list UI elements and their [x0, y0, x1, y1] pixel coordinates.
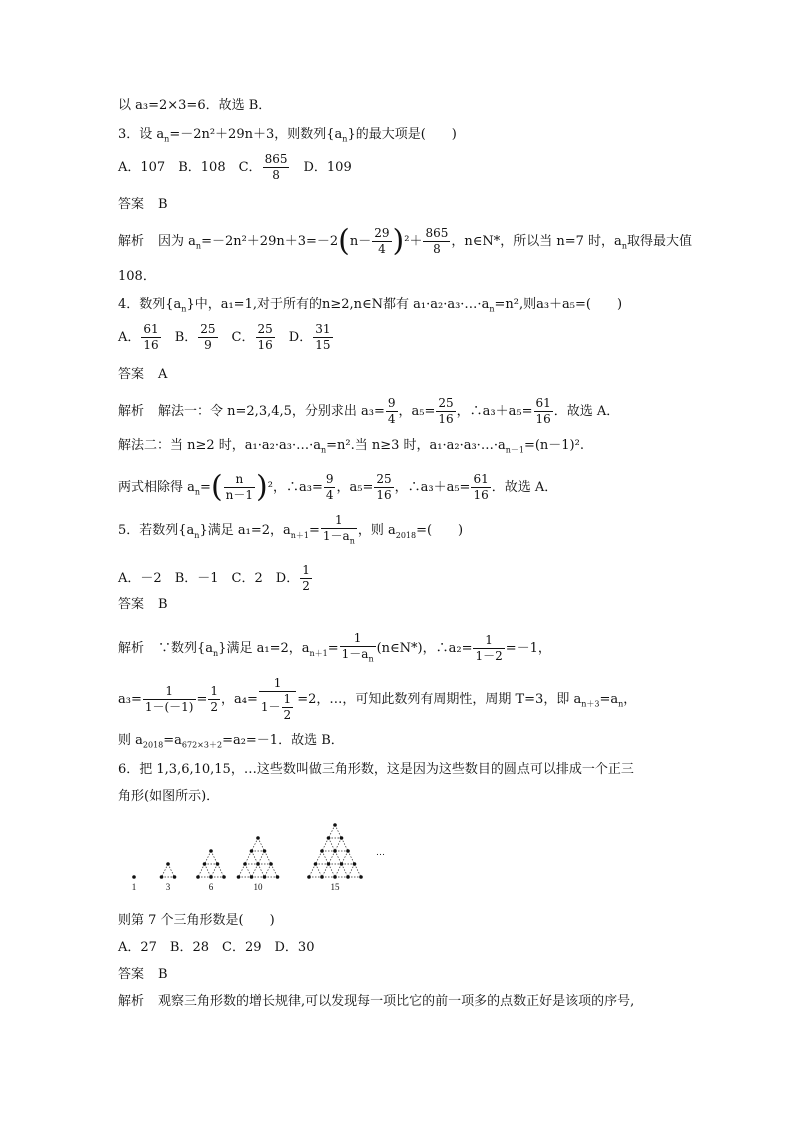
denominator: 2 [283, 708, 292, 722]
denominator: 16 [535, 412, 551, 426]
dot [327, 836, 331, 840]
answer-value: B [158, 597, 168, 612]
numerator: 865 [425, 226, 449, 240]
text: 则第 7 个三角形数是( ) [118, 913, 275, 928]
numerator: 25 [200, 322, 216, 336]
dot-link [335, 864, 342, 877]
option-c: C． [231, 330, 255, 345]
denominator: 8 [433, 242, 441, 256]
sub: 672×3＋2 [181, 740, 223, 750]
dot-link [348, 864, 355, 877]
text: 则 a [118, 733, 143, 748]
triangle-numbers-figure [118, 815, 398, 895]
dot [269, 862, 273, 866]
q5-options [118, 563, 313, 594]
numerator: 29 [374, 226, 390, 240]
text: = [196, 692, 208, 707]
q3-stem [118, 126, 457, 149]
dot-link [239, 864, 246, 877]
text: 4．数列{a [118, 297, 182, 312]
dot-link [211, 864, 218, 877]
fraction [386, 396, 398, 427]
dot [209, 849, 213, 853]
text: ．故选 A． [491, 480, 558, 495]
option-d: D． [288, 330, 313, 345]
dot-link [335, 825, 342, 838]
text: 5．若数列{a [118, 523, 195, 539]
numerator: 1 [283, 692, 292, 706]
text: ， [623, 692, 637, 707]
text: =a [163, 733, 182, 748]
dot [314, 862, 318, 866]
dot [346, 849, 350, 853]
q6-stem-2 [118, 788, 219, 806]
numerator: 1 [473, 633, 504, 649]
q5-solution-3 [118, 732, 344, 755]
option-b: B．108 [178, 160, 226, 175]
denominator [340, 647, 376, 666]
dot-link [271, 864, 278, 877]
q6-stem-1 [118, 761, 634, 779]
dot-link [322, 838, 329, 851]
answer-value: B [158, 197, 168, 212]
q4-stem [118, 296, 622, 319]
dot-link [252, 851, 259, 864]
fig-label-15: 15 [330, 882, 340, 892]
q3-options [118, 152, 352, 183]
text: }满足 a₁=2，a [199, 523, 291, 539]
fig-label-3: 3 [165, 882, 171, 892]
fraction [321, 513, 357, 548]
dot [196, 875, 200, 879]
numerator: 25 [438, 396, 454, 410]
numerator: 25 [376, 472, 392, 486]
numerator: 61 [535, 396, 551, 410]
paren: ) [392, 223, 405, 259]
fig-label-6: 6 [208, 882, 214, 892]
denominator: 8 [272, 168, 280, 182]
text: ，∴a₃＋a₅= [456, 404, 533, 419]
text: 1－a [341, 647, 369, 661]
answer-label: 答案 [118, 597, 145, 612]
solution-label: 解析 [118, 234, 145, 249]
q5-stem [118, 513, 463, 548]
denominator: 9 [204, 338, 212, 352]
dot-link [258, 851, 265, 864]
text: }满足 a₁=2，a [218, 641, 310, 657]
text: 取得最大值 [626, 234, 692, 249]
numerator: 1 [210, 684, 219, 698]
line-conclusion [118, 97, 271, 115]
text: ，a₅= [336, 480, 374, 495]
denominator: n－1 [225, 488, 254, 502]
q6-options [118, 939, 314, 957]
numerator: 865 [264, 152, 288, 166]
text: ∵数列{a [158, 641, 214, 657]
text: 观察三角形数的增长规律,可以发现每一项比它的前一项多的点数正好是该项的序号, [158, 994, 635, 1009]
text: =2，…，可知此数列有周期性，周期 T=3，即 a [297, 692, 582, 707]
numerator: 25 [257, 322, 273, 336]
answer-value: A [158, 367, 168, 382]
sub: n [194, 487, 201, 497]
denominator: 2 [210, 700, 219, 714]
dot [359, 875, 363, 879]
dot [132, 875, 136, 879]
text: ²＋ [404, 234, 423, 249]
q5-answer [118, 596, 168, 614]
denominator: 16 [143, 338, 159, 352]
solution-label: 解析 [118, 641, 145, 657]
dot-link [245, 864, 252, 877]
answer-label: 答案 [118, 367, 145, 382]
dot-link [245, 851, 252, 864]
denominator [321, 529, 357, 548]
denominator: 4 [378, 242, 386, 256]
text: }的最大项是( ) [347, 127, 457, 142]
text: =n²,则a₃＋a₅=( ) [494, 297, 623, 312]
text: = [327, 641, 339, 657]
dot [237, 875, 241, 879]
paren: ( [210, 469, 223, 505]
dot [222, 875, 226, 879]
option-a: A．107 [118, 160, 166, 175]
fraction [300, 563, 312, 594]
sub: n [621, 241, 627, 251]
denominator: 1－(－1) [144, 700, 194, 714]
fraction [224, 472, 255, 503]
text: 两式相除得 a [118, 480, 195, 495]
numerator: 1 [340, 631, 376, 647]
sub: 2018 [395, 530, 417, 540]
dot [353, 862, 357, 866]
dot [320, 849, 324, 853]
dot [216, 862, 220, 866]
sub: n [489, 304, 495, 314]
text: = [200, 480, 211, 495]
paren: ) [256, 469, 268, 505]
fraction [141, 322, 160, 353]
numerator: 61 [473, 472, 489, 486]
dot [333, 849, 337, 853]
sub: n－1 [505, 445, 524, 455]
dot-link [252, 838, 259, 851]
sub: n [368, 654, 374, 664]
dot-link [355, 864, 362, 877]
option-a: A．－2 [118, 571, 162, 586]
dot [250, 875, 254, 879]
dot-link [329, 864, 336, 877]
dot-link [309, 864, 316, 877]
dot-link [329, 838, 336, 851]
text: 以 a₃=2×3=6．故选 B． [118, 98, 272, 113]
fraction [256, 322, 275, 353]
text: =－1， [505, 641, 551, 657]
dot [256, 836, 260, 840]
dot-link [348, 851, 355, 864]
fraction [313, 322, 332, 353]
denominator: 16 [257, 338, 273, 352]
dot-link [335, 851, 342, 864]
sub: n [195, 241, 202, 251]
q3-answer [118, 196, 168, 214]
q6-question [118, 912, 275, 930]
option-b: B． [174, 330, 198, 345]
text: 解法二：当 n≥2 时，a₁·a₂·a₃·…·a [118, 438, 321, 453]
dot [263, 875, 267, 879]
denominator: 2 [302, 579, 310, 593]
dot [276, 875, 280, 879]
dot [256, 862, 260, 866]
text: = [308, 523, 320, 539]
dot-link [316, 864, 323, 877]
dot [203, 862, 207, 866]
fraction [324, 472, 336, 503]
option-c: C． [238, 160, 262, 175]
dot-link [265, 864, 272, 877]
text: 1－ [260, 700, 281, 714]
dot [340, 862, 344, 866]
numerator: 31 [315, 322, 331, 336]
text: =(n－1)². [523, 438, 584, 453]
numerator: 1 [302, 563, 310, 577]
text: ，∴a₃＋a₅= [394, 480, 471, 495]
option-d: D．109 [303, 160, 352, 175]
dot-link [168, 864, 175, 877]
text: ，a₅= [398, 404, 436, 419]
fraction [263, 152, 290, 183]
dot [243, 862, 247, 866]
numerator: 61 [143, 322, 159, 336]
dot-link [162, 864, 169, 877]
denominator: 1－2 [475, 649, 503, 664]
fraction [423, 226, 450, 257]
text: =a [599, 692, 619, 707]
answer-label: 答案 [118, 197, 145, 212]
option-a: A． [118, 330, 141, 345]
text: ，则 a [357, 523, 396, 539]
sub: n [349, 536, 355, 546]
sub: n [181, 304, 187, 314]
fraction [473, 633, 504, 664]
solution-label: 解析 [118, 994, 145, 1009]
answer-value: B [158, 967, 168, 982]
dot-link [322, 864, 329, 877]
solution-label: 解析 [118, 404, 145, 419]
numerator: n [224, 472, 255, 488]
text: 1－a [322, 529, 350, 543]
dot [307, 875, 311, 879]
denominator: 15 [315, 338, 331, 352]
text: 3．设 a [118, 127, 165, 142]
text: }中，a₁=1,对于所有的n≥2,n∈N都有 a₁·a₂·a₃·…·a [186, 297, 490, 312]
fraction [436, 396, 455, 427]
dot-link [316, 851, 323, 864]
sub: n [320, 445, 327, 455]
sub: n [342, 134, 348, 144]
numerator: 1 [259, 676, 296, 692]
text: 解法一：令 n=2,3,4,5，分别求出 a₃= [158, 404, 385, 419]
denominator: 16 [376, 488, 392, 502]
text: =－2n²＋29n＋3=－2 [201, 234, 339, 249]
fraction [340, 631, 376, 666]
q4-method2 [118, 437, 584, 460]
text: =a₂=－1．故选 B． [222, 733, 344, 748]
denominator: 4 [325, 488, 334, 502]
option-c: C．2 [231, 571, 263, 586]
sub: n [213, 648, 219, 658]
sub: n [164, 134, 170, 144]
fraction [282, 692, 294, 723]
fraction [471, 472, 490, 503]
fig-ellipsis: … [376, 847, 385, 857]
dot [333, 823, 337, 827]
dot-link [258, 864, 265, 877]
dot-link [205, 864, 212, 877]
dot [160, 875, 164, 879]
text: =n².当 n≥3 时，a₁·a₂·a₃·…·a [326, 438, 506, 453]
fraction [372, 226, 391, 257]
dot-link [211, 851, 218, 864]
q5-solution-2 [118, 676, 636, 723]
q3-solution [118, 223, 692, 259]
sub: 2018 [142, 740, 164, 750]
numerator: 9 [387, 396, 396, 410]
fraction [534, 396, 553, 427]
sub: n＋3 [581, 699, 600, 709]
text: ²，∴a₃= [267, 480, 323, 495]
text: 6．把 1,3,6,10,15，…这些数叫做三角形数，这是因为这些数目的圆点可以排成一个正三 [118, 762, 634, 777]
sub: n [618, 699, 624, 709]
q4-options [118, 322, 334, 353]
text: a₃= [118, 692, 142, 707]
fig-label-1: 1 [131, 882, 137, 892]
dot-link [342, 838, 349, 851]
text: =( ) [416, 523, 464, 539]
dot-link [198, 864, 205, 877]
sub: n＋1 [309, 648, 328, 658]
dot [209, 875, 213, 879]
fraction [143, 684, 196, 715]
dot [320, 875, 324, 879]
text: =－2n²＋29n＋3，则数列{a [169, 127, 343, 142]
sub: n＋1 [290, 530, 309, 540]
q4-answer [118, 366, 167, 384]
text: ，n∈N*，所以当 n=7 时，a [451, 234, 622, 249]
numerator: 1 [143, 684, 196, 700]
text: 角形(如图所示)． [118, 789, 220, 804]
dot-link [218, 864, 225, 877]
fraction [374, 472, 393, 503]
option-d: D． [275, 571, 300, 586]
fraction [259, 676, 296, 723]
option-b: B．－1 [174, 571, 219, 586]
denominator [259, 692, 296, 723]
text: n－ [349, 234, 372, 249]
denominator: 16 [473, 488, 489, 502]
dot [166, 862, 170, 866]
paren: ( [338, 223, 350, 259]
answer-label: 答案 [118, 967, 145, 982]
fraction [198, 322, 217, 353]
dot-link [265, 851, 272, 864]
dot [333, 875, 337, 879]
q3-solution-cont [118, 268, 156, 286]
dot [327, 862, 331, 866]
denominator: 16 [438, 412, 454, 426]
q6-answer [118, 966, 168, 984]
dot-link [329, 851, 336, 864]
sub: n [194, 530, 200, 540]
dot-link [205, 851, 212, 864]
text: (n∈N*)，∴a₂= [376, 641, 473, 657]
denominator: 4 [387, 412, 396, 426]
dot-link [342, 864, 349, 877]
fig-label-10: 10 [253, 882, 263, 892]
q4-method1 [118, 396, 619, 427]
q5-solution [118, 631, 551, 666]
dot [346, 875, 350, 879]
dot-link [322, 851, 329, 864]
text: ．故选 A． [553, 404, 620, 419]
dot [340, 836, 344, 840]
numerator: 1 [321, 513, 357, 529]
numerator: 9 [325, 472, 334, 486]
q4-method2-cont [118, 469, 558, 505]
text: 因为 a [158, 234, 196, 249]
text: 108． [118, 269, 156, 284]
text: ，a₄= [221, 692, 258, 707]
dot-link [335, 838, 342, 851]
options: A．27 B．28 C．29 D．30 [118, 940, 315, 955]
fraction [208, 684, 220, 715]
dot-link [258, 838, 265, 851]
dot [263, 849, 267, 853]
dot [173, 875, 177, 879]
dot [250, 849, 254, 853]
q6-solution [118, 993, 634, 1011]
dot-link [329, 825, 336, 838]
dot-link [252, 864, 259, 877]
dot-link [342, 851, 349, 864]
